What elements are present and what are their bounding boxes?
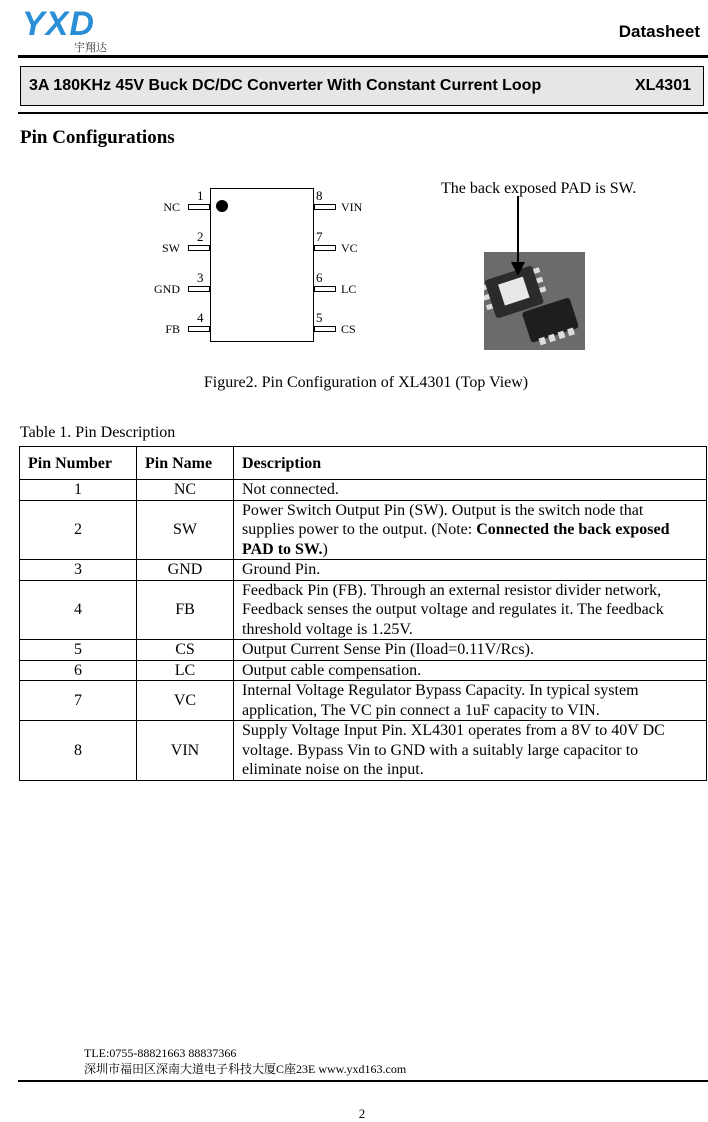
description-bold-note: Connected the back exposed PAD to SW. [242, 521, 670, 558]
pin1-marker-dot [216, 200, 228, 212]
part-number: XL4301 [634, 77, 691, 94]
pin-name-cell: FB [137, 580, 234, 640]
footer-phone: TLE:0755-88821663 88837366 [84, 1046, 237, 1060]
pin-name-cell: NC [137, 480, 234, 501]
description-cell [234, 500, 707, 560]
table-row [20, 640, 707, 661]
logo-text: YXD [22, 5, 95, 43]
pin-number-2: 2 [197, 229, 204, 244]
footer-address: 深圳市福田区深南大道电子科技大厦C座23E www.yxd163.com [84, 1062, 407, 1076]
pin-stub-4 [188, 326, 210, 332]
pin-number-3: 3 [197, 270, 204, 285]
banner-rule [18, 112, 708, 114]
pin-number-8: 8 [316, 188, 323, 203]
pin-stub-2 [188, 245, 210, 251]
package-photo [484, 252, 585, 350]
exposed-pad-note: The back exposed PAD is SW. [441, 180, 637, 197]
pin-number-cell: 2 [20, 500, 137, 560]
pin-name-cell: SW [137, 500, 234, 560]
pin-number-6: 6 [316, 270, 323, 285]
description-cell: Feedback Pin (FB). Through an external resistor divider network, Feedback senses the output voltage and regulates it. The feedback threshold voltage is 1.25V. [234, 580, 707, 640]
pin-name-cell: VIN [137, 721, 234, 781]
pin-number-cell: 1 [20, 480, 137, 501]
pin-number-cell: 3 [20, 560, 137, 581]
pin-stub-3 [188, 286, 210, 292]
title-banner [20, 66, 704, 106]
pin-number-7: 7 [316, 229, 323, 244]
footer-contact [84, 1045, 406, 1077]
table-row [20, 681, 707, 721]
table-row [20, 721, 707, 781]
pin-name-cell: CS [137, 640, 234, 661]
company-logo [22, 6, 122, 54]
pin-number-cell: 8 [20, 721, 137, 781]
pin-number-5: 5 [316, 310, 323, 325]
pin-stub-5 [314, 326, 336, 332]
header-description: Description [234, 447, 707, 480]
pin-stub-6 [314, 286, 336, 292]
description-cell: Internal Voltage Regulator Bypass Capacity. In typical system application, The VC pin connect a 1uF capacity to VIN. [234, 681, 707, 721]
pin-name-2: SW [162, 241, 180, 255]
pin-name-7: VC [341, 241, 358, 255]
ic-package-body [210, 188, 314, 342]
description-cell: Output Current Sense Pin (Iload=0.11V/Rcs). [234, 640, 707, 661]
package-photo-svg [484, 252, 585, 350]
pin-name-3: GND [154, 282, 180, 296]
section-title: Pin Configurations [20, 127, 175, 148]
table-row [20, 580, 707, 640]
table-row [20, 480, 707, 501]
description-cell: Not connected. [234, 480, 707, 501]
table-row [20, 560, 707, 581]
pin-stub-7 [314, 245, 336, 251]
pin-name-5: CS [341, 322, 356, 336]
table-header-row [20, 447, 707, 480]
pin-number-cell: 7 [20, 681, 137, 721]
figure-caption: Figure2. Pin Configuration of XL4301 (Top View) [203, 374, 529, 391]
pin-number-cell: 4 [20, 580, 137, 640]
description-text: Power Switch Output Pin (SW). Output is the switch node that supplies power to the output. (Note: [242, 501, 644, 538]
pin-number-cell: 5 [20, 640, 137, 661]
description-cell: Ground Pin. [234, 560, 707, 581]
doc-type-label: Datasheet [618, 22, 700, 41]
description-cell: Output cable compensation. [234, 660, 707, 681]
footer-rule [18, 1080, 708, 1082]
header-rule [18, 55, 708, 58]
pin-stub-1 [188, 204, 210, 210]
table-row [20, 660, 707, 681]
pin-number-4: 4 [197, 310, 204, 325]
table-caption: Table 1. Pin Description [20, 424, 176, 441]
pin-name-1: NC [163, 200, 180, 214]
description-cell: Supply Voltage Input Pin. XL4301 operates from a 8V to 40V DC voltage. Bypass Vin to GND with a suitably large capacitor to eliminate noise on the input. [234, 721, 707, 781]
pin-name-cell: GND [137, 560, 234, 581]
pin-name-6: LC [341, 282, 357, 296]
table-row [20, 500, 707, 560]
product-title: 3A 180KHz 45V Buck DC/DC Converter With Constant Current Loop [29, 77, 542, 94]
pin-name-cell: VC [137, 681, 234, 721]
header-pin-name: Pin Name [137, 447, 234, 480]
logo-subtext: 宇翔达 [74, 41, 107, 54]
pin-name-cell: LC [137, 660, 234, 681]
pin-name-4: FB [165, 322, 180, 336]
header-pin-number: Pin Number [20, 447, 137, 480]
description-tail: ) [322, 540, 328, 558]
pin-number-1: 1 [197, 188, 204, 203]
page-number: 2 [358, 1106, 366, 1121]
pin-description-table [19, 446, 707, 781]
pad-arrow [508, 196, 528, 278]
pin-stub-8 [314, 204, 336, 210]
pin-name-8: VIN [341, 200, 363, 214]
pin-number-cell: 6 [20, 660, 137, 681]
